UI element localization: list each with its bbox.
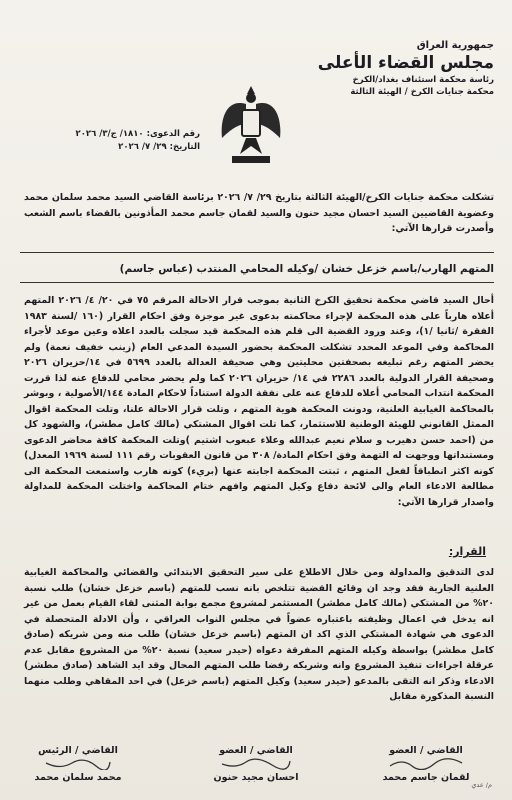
decision-heading: القرار: (448, 545, 486, 558)
accused-line: المتهم الهارب/باسم خزعل خشان /وكيله المحامي المنتدب (عباس جاسم) (119, 263, 494, 275)
signature-name: محمد سلمان محمد (34, 772, 122, 783)
signature-block-member-1 (366, 743, 486, 785)
divider (20, 252, 494, 253)
divider (20, 282, 494, 283)
case-body-paragraph: أحال السيد قاضي محكمة تحقيق الكرخ الثانية بموجب قرار الاحالة المرقم ٧٥ في ٢٠/ ٤/ ٢٠٢٦ المتهم أعلاه هارباً على هذه المحكمة لإجراء محاكمته بدعوى غير موجزة وفق احكام القرار (١٦٠ /لسنة ١٩٨٣ الفقرة /ثانيا /١)، وعند ورود القضية الى قلم هذه المحكمة قيد سجلت بالعدد اعلاه وعين موعد لأجراء المحاكمة وفي الموعد المحدد تشكلت المحكمة بحضور السيدة المدعي العام (زينب خفيف نعمة) ولم يحضر المتهم رغم تبليغه بصحفتين محليتين وهي صحيفة العدالة بالعدد ٥٦٩٩ في ١٤/حزيران ٢٠٢٦ وصحيفة القرار الدولية بالعدد ٢٢٨٦ في ١٤/ حزيران ٢٠٢٦ كما ولم يحضر محامي للدفاع عنه لذا قررت المحكمة انتداب المحامي أعلاه للدفاع عنه على نفقة الدولة استناداً لاحكام المادة ١٤٤/الأصولية ، وبوشر بالمحاكمة الغيابية العلنية، ودونت المحكمة هوية المتهم ، وتلت قرار الاحالة علنا، وتلت المحكمة اقوال الممثل القانوني للهيئة الوطنية للاستثمار، كما تلت اقوال المشتكي (مالك كامل مطشر)، والشهود كل من (احمد حسن دهيرب و سلام نعيم عبدالله وعلاء عبعوب اشتيم )وتلت المحكمة كافة محاضر الدعوى ومستنداتها ووجهت له التهمة وفق احكام المادة/ ٣٠٨ من قانون العقوبات رقم ١١١ لسنة ١٩٦٩ المعدل) كونه اكثر انطباقاً لفعل المتهم ، ثبتت المحكمة اجابته عنها (بريء) كونه هارب واستمعت المحكمة الى مطالعة الادعاء العام والى لائحة دفاع وكيل المتهم وافهم ختام المحاكمة واختلت المحكمة للمداولة واصدار قرارها الآتي: (24, 295, 495, 508)
court-name: محكمة جنايات الكرخ / الهيئة الثالثة (350, 87, 494, 97)
typist-note: م/ عدي (471, 781, 492, 789)
eagle-emblem-icon (216, 80, 286, 170)
signature-block-member-2 (196, 743, 316, 785)
council-name: مجلس القضاء الأعلى (317, 53, 494, 73)
signature-scribble-icon (386, 758, 466, 770)
signature-scribble-icon (216, 758, 296, 770)
signature-name: احسان مجيد حنون (213, 772, 299, 783)
country-name: جمهورية العراق (416, 40, 494, 51)
signature-name: لقمان جاسم محمد (382, 772, 470, 783)
signature-role: القاضي / العضو (219, 745, 293, 756)
decision-paragraph: لدى التدقيق والمداولة ومن خلال الاطلاع على سير التحقيق الابتدائي والقضائي والمحاكمة الغيابية العلنية الجارية فقد وجد ان وقائع القضية تتلخص بانه نسب للمتهم (باسم خزعل خشان) طلب نسبة ٢٠% من المشتكي (مالك كامل مطشر) المستثمر لمشروع مجمع بوابة المثنى لقاء القيام بعمل من غير انه يدخل في اعمال وظيفته باعتباره عضواً في مجلس النواب العراقي ، وأن الادلة المتحصلة في الدعوى هي شهادة المشتكي الذي اكد ان المتهم (باسم خزعل خشان) طلب منه ومن شريكه (صادق كامل مطشر) بواسطة وكيله المتهم المفرقة دعواه (حيدر سعيد) نسبة ٢٠% من المشروع مقابل عدم عرقلة اجراءات تنفيذ المشروع وانه وشريكه رفضا طلب المتهم المحال وقد ايد الشاهد (صادق مطشر) الادعاء وذكر انه التقى بالمدعو (حيدر سعيد) وكيل المتهم (باسم خزعل) في احد المقاهي وطلب منهما النسبة المذكورة مقابل (24, 567, 494, 702)
case-date: التاريخ: ٢٩/ ٧/ ٢٠٢٦ (118, 142, 200, 152)
case-number: رقم الدعوى: ١٨١٠/ ج/٣/ ٢٠٢٦ (75, 129, 200, 139)
signature-role: القاضي / الرئيس (38, 745, 118, 756)
intro-paragraph: تشكلت محكمة جنايات الكرخ/الهيئة الثالثة بتاريخ ٢٩/ ٧/ ٢٠٢٦ برئاسة القاضي السيد محمد سلمان محمد وعضوية القاضيين السيد احسان مجيد حنون والسيد لقمان جاسم محمد المأذونين بالقضاء باسم الشعب وأصدرت قرارها الآتي: (24, 192, 494, 234)
letterhead (304, 40, 494, 97)
signature-scribble-icon (38, 758, 118, 770)
signature-block-president (18, 743, 138, 785)
case-reference (40, 128, 200, 154)
presidency-name: رئاسة محكمة استئناف بغداد/الكرخ (352, 75, 494, 85)
signature-role: القاضي / العضو (389, 745, 463, 756)
